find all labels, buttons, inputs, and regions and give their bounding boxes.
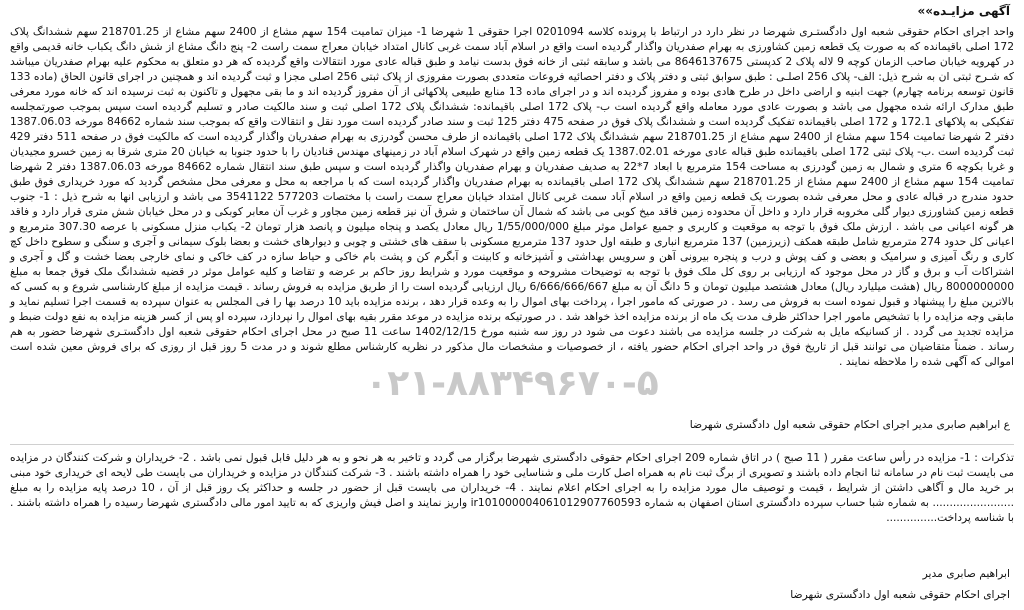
notice-paragraph: واحد اجرای احکام حقوقی شعبه اول دادگستـری شهرضا در نظر دارد در ارتباط با پرونده کلاسه 0201094 اجرا حقوقی 1 شهرضا 1- میزان تمامیت 154 سهم مشاع از 2400 سهم مشاع از 218701.25 سهم ششدانگ پلاک 172 اصلی باقیمانده که به صورت یک قطعه زمین کشاورزی به بهرام صفدریان واگذار گردیده است واقع در اسلام آباد سمت غربی کانال امتداد خیابان معراج سمت راست 2- پنج دانگ مشاع از شش دانگ یکباب خانه قدیمی واقع در کهرویه خیابان صاحب الزمان کوچه 9 لاله پلاک 2 کدپستی 8646137675 می باشد و سابقه ثبتی از خانه فوق بدست نیامد و طبق قباله عادی مورد انتقالات واقع گردیده که هر دو متعلق به محکوم علیه بهرام صفدریان میباشد که شـرح ثبتی ان به شرح ذیل: الف- پلاک 256 اصلـی : طبق سوابق ثبتی و دفتر پلاک و دفتر احصائیه فروعات متعددی بصورت مفروزی از پلاک ثبتی 256 اصلی مجزا و ثبت گردیده اند و همچنین در اجرای قانون الحاق (ماده 133 قانون توسعه برنامه چهارم) جهت ابنیه و اراضی داخل در طرح هادی بوده و مفروز گردیده اند و در اجرای ماده 13 منابع طبیعی پلاکهائی از آن مفروز گردیده اند و ما بقی مجهول و تاکنون به ثبت نرسیده اند که خانه مورد معرفی طبق مدارک ارائه شده مجهول می باشد و بصورت عادی مورد معامله واقع گردیده است ب- پلاک 172 اصلی باقیمانده: ششدانگ پلاک 172 اصلی ثبت و سند مالکیت صادر و تسلیم گردیده است سپس بموجب صورتمجلسه تفکیکی به پلاکهای 172.1 و 172 اصلی باقیمانده تفکیک گردیده است و ششدانگ پلاک فوق در صفحه 475 دفتر 125 ثبت و سند صادر گردیده است مورد نقل و انتقالات واقع که بموجب سند شماره 84662 مورخه 1387.06.03 دفتر 2 شهرضا تمامیت 154 سهم مشاع از 2400 سهم مشاع از 218701.25 سهم ششدانگ پلاک 172 اصلی باقیمانده از طرف محسن گودرزی به بهرام صفدریان واگذار گردیده است که مالکیت فوق در صفحه 511 دفتر 429 ثبت گردیده است .ب- پلاک ثبتی 172 اصلی باقیمانده طبق قباله عادی مورخه 1387.02.01 یک قطعه زمین واقع در شهرک اسلام آباد در زمینهای مهندس قنادیان را با حدود جنوبا به خیابان 20 متری شرقا به زمین خسرو مجیدیان و غربا بکوچه 6 متری و شمال به زمین گودرزی به مساحت 154 مترمربع با ابعاد 7*22 به صدیف صفدریان و بهرام صفدریان واگذار گردیده است و سپس طبق سند انتقال شماره 84662 مورخه 1387.06.03 دفتر 2 شهرضا تمامیت 154 سهم مشاع از 2400 سهم مشاع از 218701.25 سهم ششدانگ پلاک 172 اصلی باقیمانده به بهرام صفدریان واگذار گردیده است که با مراجعه به محل و معرفی محل مشخص گردید که مورد خریداری فوق طبق حدود مندرج در قباله عادی و محل معرفی شده بصورت یک قطعه زمین واقع در اسلام آباد سمت غربی کانال امتداد خیابان معراج سمت راست با مختصات 577203 3541122 می باشد و ارزیابی انها به شرح ذیل : 1- جنوب قطعه زمین کشاورزی دیوار گلی مخروبه قرار دارد و داخل آن محدوده زمین فاقد میخ کوبی می باشد که شمال آن ساختمان و شرق آن نیز قطعه زمین مجاور و غرب آن معابر کوبکی و در محل خیابان شش متری قرار دارد و فاقد هر گونه اعیانی می باشد . ارزش ملک فوق با توجه به موقعیت و کاربری و جمیع عوامل موثر مبلغ 1/55/000/000 ریال معادل یکصد و پنجاه میلیون و پانصد هزار تومان 2- یکباب منزل مسکونی با عرصه 307.30 مترمربع و اعیانی کل حدود 274 مترمربع شامل طبقه همکف (زیرزمین) 137 مترمربع انباری و طبقه اول حدود 137 مترمربع مسکونی با سقف های خشتی و چوبی و دیوارهای خشت و بعضا بلوک سیمانی و آجری و سنگی و سطوح داخل کچ کاری و رنگ آمیزی و سرامیک و بعضی و کف پوش و درب و پنجره بیرونی آهن و سرویس بهداشتی و آشپزخانه و کابینت و آبگرم کن و پشت بام خاکی و حیاط سازه در کف خاکی و نمای خارجی بعضا خشت و گل و آجری و اشتراکات آب و برق و گاز در محل موجود که ارزیابی بر روی کل ملک فوق با توجه به توضیحات مشروحه و موقعیت مورد و شرایط روز حاکم بر عرضه و تقاضا و کلیه عوامل موثر در قضیه ششدانگ ملک فوق جمعا به مبلغ 8000000000 ریال (هشت میلیارد ریال) معادل هشتصد میلیون تومان و 5 دانگ آن به مبلغ 6/666/666/667 ریال ارزیابی گردیده است را از طریق مزایده به فروش رساند . قیمت مزایده از مبلغ کارشناسی شروع و به کسی که بالاترین مبلغ را پیشنهاد و قبول نموده است به فروش می رسد . در صورتی که مامور اجرا ، پرداخت بهای اموال را به وعده قرار دهد ، برنده مزایده باید 10 درصد بها را فی المجلس به عنوان سپرده به قسمت اجرا تسلیم نماید و مابقی وجه مزایده را با تشخیص مامور اجرا حداکثر ظرف مدت یک ماه از برنده مزایده اخذ خواهد شد . در صورتیکه برنده مزایده در موعد مقرر بقیه بهای اموال را نپردازد، سپرده او پس از کسر هزینه مزایده به نفع دولت ضبط و مزایده تجدید می گردد . از کسانیکه مایل به شرکت در جلسه مزایده می باشند دعوت می شود در روز سه شنبه مورخ 1402/12/15 ساعت 11 صبح در محل اجرای احکام حقوقی شعبه اول دادگستـری شهرضا حضور به هم رساند . ضمناً متقاضیان می توانند قبل از تاریخ فوق در واحد اجرای احکام حضور یافته ، از خصوصیات و مشخصات مال مذکور در نظریه کارشناس مطلع شوند و در مدت 5 روز قبل از روزی که برای فروش معین شده است اموالی که آگهی شده را ملاحظه نمایند . [10,25,1015,368]
signature-manager: ع ابراهیم صابری مدیر اجرای احکام حقوقی شعبه اول دادگستری شهرضا [689,418,1010,431]
divider [10,444,1014,445]
signature-name: ابراهیم صابری مدیر [922,567,1010,580]
notes-section: تذکرات : 1- مزایده در رأس ساعت مقرر ( 11 صبح ) در اتاق شماره 209 اجرای احکام حقوقی دادگستری شهرضا برگزار می گردد و تاخیر به هر نحو و به هر دلیل قابل قبول نمی باشد . 2- خریداران و شرکت کنندگان در مزایده می بایست ثبت نام در سامانه ثنا انجام داده باشند و تصویری از برگ ثبت نام به همراه اصل کارت ملی و شناسایی خود را همراه داشته باشند . 3- شرکت کنندگان در مزایده و خریداران می بایست طی لایحه ای خریداری خود مبنی بر خرید مال و آگاهی داشتن از شرایط ، قیمت و توصیف مال مورد مزایده را به اجرای احکام اعلام نمایند . 4- خریداران می بایست قبل از حضور در جلسه و حداکثر یک روز قبل از آن ، 10 درصد پایه مزایده را به مبلغ ........................ به شماره شبا حساب سپرده دادگستری استان اصفهان به شماره ir101000004061012907760593 واریز نمایند و اصل فیش واریزی که به تایید امور مالی دادگستری شهرضا رسیده را همراه داشته باشند . با شناسه پرداخت............... [10,451,1014,524]
notice-title: آگهی مزایـده»» [917,4,1010,18]
notice-body [10,24,1015,368]
signature-office: اجرای احکام حقوقی شعبه اول دادگستری شهرضا [790,588,1010,601]
phone-watermark: ۰۲۱-۸۸۳۴۹۶۷۰-۵ [365,363,659,404]
